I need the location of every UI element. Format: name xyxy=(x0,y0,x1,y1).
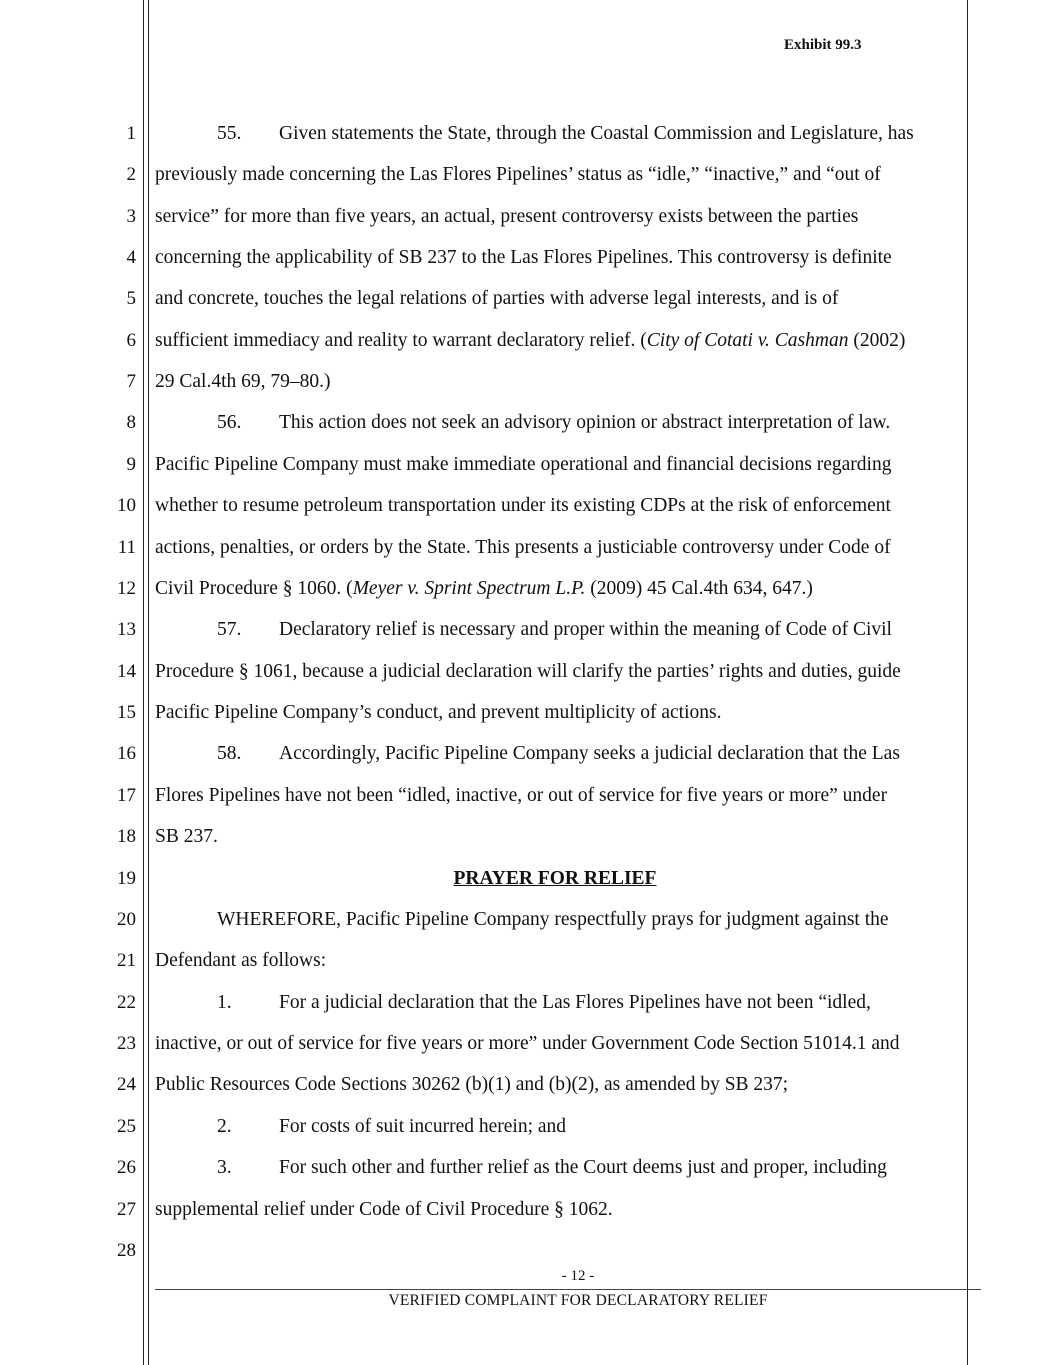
paragraph-58-line: SB 237. xyxy=(155,826,218,847)
line-number: 27 xyxy=(117,1199,136,1220)
wherefore-line: Defendant as follows: xyxy=(155,950,327,971)
margin-rule-left-outer xyxy=(143,0,144,1365)
footer-divider xyxy=(155,1289,981,1290)
line-number: 25 xyxy=(117,1116,136,1137)
paragraph-56-line: Pacific Pipeline Company must make immediate operational and financial decisions regarding xyxy=(155,454,892,475)
line-number: 10 xyxy=(117,495,136,516)
line-number: 6 xyxy=(126,330,136,351)
margin-rule-left-inner xyxy=(148,0,149,1365)
paragraph-text: (2009) 45 Cal.4th 634, 647.) xyxy=(585,578,813,599)
line-number: 1 xyxy=(126,123,136,144)
paragraph-56-line: actions, penalties, or orders by the State. This presents a justiciable controversy under Code of xyxy=(155,537,891,558)
paragraph-55-line: previously made concerning the Las Flores Pipelines’ status as “idle,” “inactive,” and “out of xyxy=(155,164,881,185)
paragraph-58-line xyxy=(155,740,955,768)
prayer-item-1-line: inactive, or out of service for five years or more” under Government Code Section 51014.1 and xyxy=(155,1033,900,1054)
line-number: 16 xyxy=(117,743,136,764)
page-number: - 12 - xyxy=(561,1268,595,1284)
paragraph-55-line xyxy=(155,120,955,148)
paragraph-number: 57. xyxy=(217,619,242,640)
case-citation: City of Cotati v. Cashman xyxy=(646,330,849,351)
line-number: 14 xyxy=(117,661,136,682)
paragraph-55-line: and concrete, touches the legal relations of parties with adverse legal interests, and is of xyxy=(155,288,839,309)
paragraph-text: For costs of suit incurred herein; and xyxy=(279,1116,567,1137)
line-number: 7 xyxy=(126,371,136,392)
wherefore-line xyxy=(155,906,955,934)
line-number: 20 xyxy=(117,909,136,930)
case-citation: Meyer v. Sprint Spectrum L.P. xyxy=(352,578,586,599)
prayer-item-3-line: supplemental relief under Code of Civil Procedure § 1062. xyxy=(155,1199,613,1220)
line-number: 12 xyxy=(117,578,136,599)
line-number: 22 xyxy=(117,992,136,1013)
paragraph-56-line xyxy=(155,409,955,437)
paragraph-number: 56. xyxy=(217,412,242,433)
line-number: 2 xyxy=(126,164,136,185)
paragraph-text: Given statements the State, through the Coastal Commission and Legislature, has xyxy=(279,123,914,144)
paragraph-56-line: whether to resume petroleum transportation under its existing CDPs at the risk of enforcement xyxy=(155,495,891,516)
footer-title: VERIFIED COMPLAINT FOR DECLARATORY RELIEF xyxy=(388,1292,768,1309)
paragraph-55-line: concerning the applicability of SB 237 to the Las Flores Pipelines. This controversy is definite xyxy=(155,247,892,268)
prayer-item-3-line xyxy=(155,1154,955,1182)
paragraph-text: For a judicial declaration that the Las Flores Pipelines have not been “idled, xyxy=(279,992,871,1013)
paragraph-55-line: 29 Cal.4th 69, 79–80.) xyxy=(155,371,331,392)
line-number: 13 xyxy=(117,619,136,640)
paragraph-58-line: Flores Pipelines have not been “idled, inactive, or out of service for five years or more” under xyxy=(155,785,888,806)
paragraph-number: 58. xyxy=(217,743,242,764)
item-number: 3. xyxy=(217,1157,232,1178)
line-number: 15 xyxy=(117,702,136,723)
line-number: 28 xyxy=(117,1240,136,1261)
paragraph-57-line xyxy=(155,616,955,644)
item-number: 1. xyxy=(217,992,232,1013)
margin-rule-right xyxy=(967,0,968,1365)
line-number: 18 xyxy=(117,826,136,847)
paragraph-text: Accordingly, Pacific Pipeline Company seeks a judicial declaration that the Las xyxy=(279,743,900,764)
line-number: 24 xyxy=(117,1074,136,1095)
paragraph-55-line: service” for more than five years, an actual, present controversy exists between the parties xyxy=(155,206,859,227)
paragraph-text: (2002) xyxy=(848,330,906,351)
paragraph-text: For such other and further relief as the Court deems just and proper, including xyxy=(279,1157,887,1178)
line-number: 17 xyxy=(117,785,136,806)
paragraph-text: Declaratory relief is necessary and proper within the meaning of Code of Civil xyxy=(279,619,892,640)
paragraph-text: WHEREFORE, Pacific Pipeline Company respectfully prays for judgment against the xyxy=(217,909,889,930)
line-number: 4 xyxy=(126,247,136,268)
line-number: 11 xyxy=(117,537,136,558)
prayer-heading: PRAYER FOR RELIEF xyxy=(453,868,657,889)
paragraph-text: This action does not seek an advisory opinion or abstract interpretation of law. xyxy=(279,412,891,433)
line-number: 8 xyxy=(126,412,136,433)
line-number: 9 xyxy=(126,454,136,475)
line-number: 3 xyxy=(126,206,136,227)
line-number: 26 xyxy=(117,1157,136,1178)
exhibit-label: Exhibit 99.3 xyxy=(784,37,862,53)
line-number: 21 xyxy=(117,950,136,971)
prayer-item-1-line: Public Resources Code Sections 30262 (b)(1) and (b)(2), as amended by SB 237; xyxy=(155,1074,789,1095)
paragraph-55-line xyxy=(155,327,955,355)
paragraph-number: 55. xyxy=(217,123,242,144)
prayer-item-1-line xyxy=(155,989,955,1017)
paragraph-text: sufficient immediacy and reality to warrant declaratory relief. ( xyxy=(155,330,647,351)
paragraph-57-line: Pacific Pipeline Company’s conduct, and prevent multiplicity of actions. xyxy=(155,702,722,723)
section-heading-line xyxy=(155,865,955,893)
paragraph-text: Civil Procedure § 1060. ( xyxy=(155,578,353,599)
item-number: 2. xyxy=(217,1116,232,1137)
line-number: 19 xyxy=(117,868,136,889)
paragraph-56-line xyxy=(155,575,955,603)
prayer-item-2-line xyxy=(155,1113,955,1141)
paragraph-57-line: Procedure § 1061, because a judicial declaration will clarify the parties’ rights and duties, guide xyxy=(155,661,901,682)
line-number: 5 xyxy=(126,288,136,309)
line-number: 23 xyxy=(117,1033,136,1054)
